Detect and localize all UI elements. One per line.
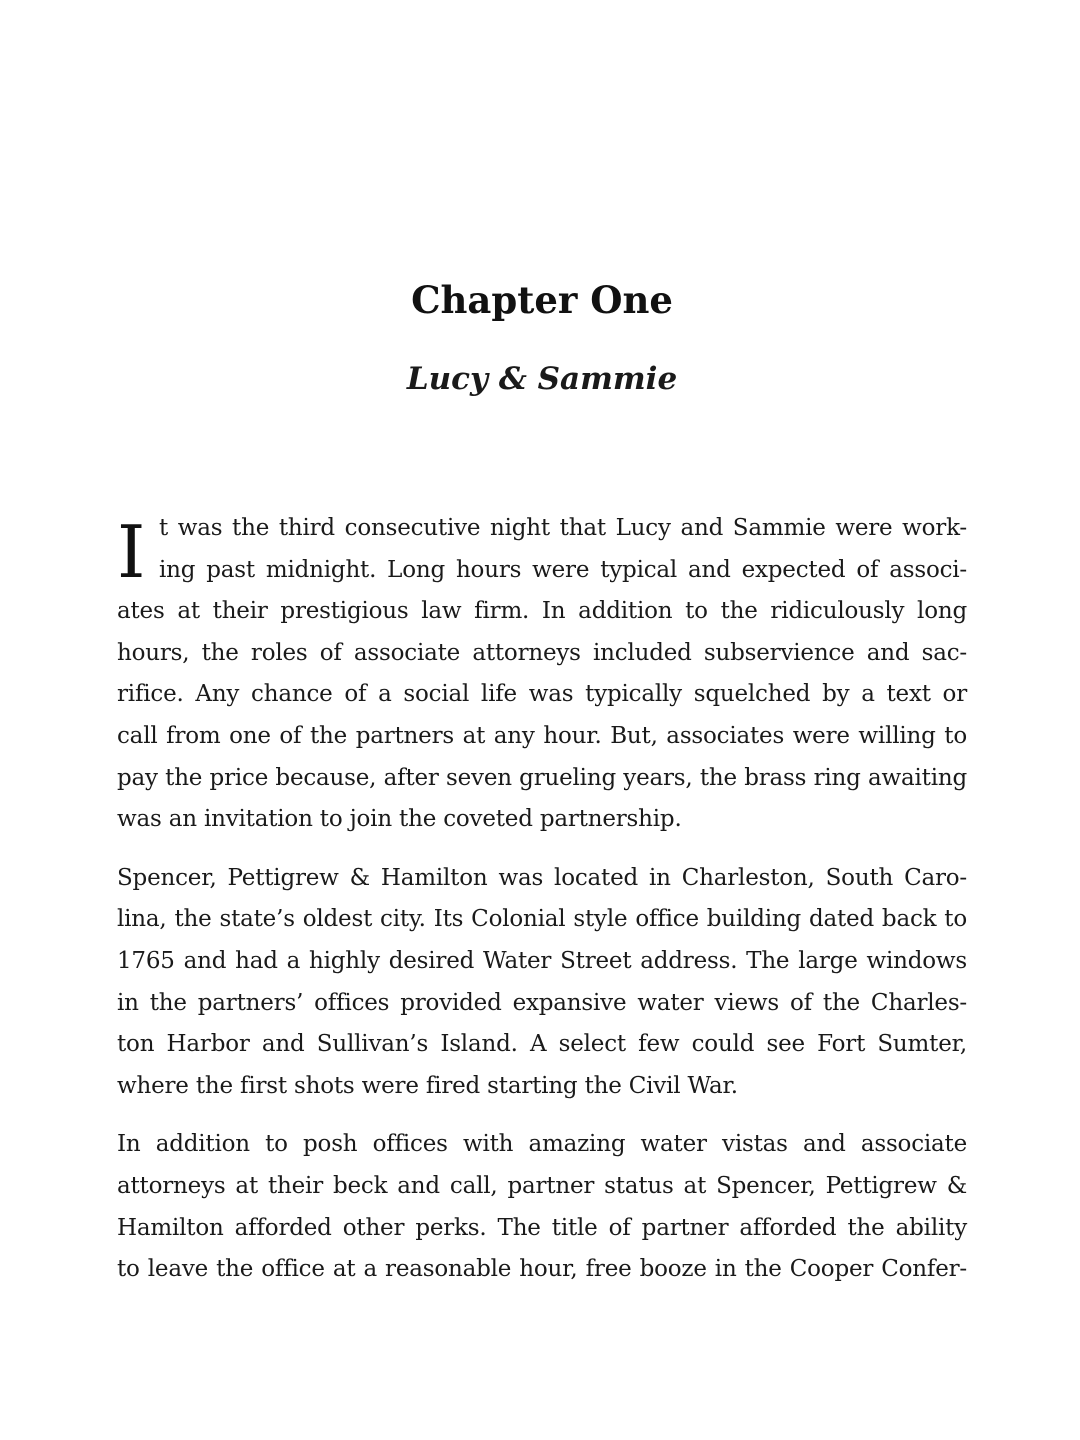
text-line: hours, the roles of associate attorneys included subservience and sac- bbox=[117, 639, 967, 666]
text-line: to leave the office at a reasonable hour, free booze in the Cooper Confer- bbox=[117, 1256, 967, 1283]
text-line: t was the third consecutive night that Lucy and Sammie were work- bbox=[159, 515, 967, 541]
text-line: ton Harbor and Sullivan’s Island. A select few could see Fort Sumter, bbox=[117, 1031, 967, 1058]
text-line: rifice. Any chance of a social life was typically squelched by a text or bbox=[117, 681, 967, 708]
text-line: lina, the state’s oldest city. Its Colonial style office building dated back to bbox=[117, 906, 967, 933]
text-line: ing past midnight. Long hours were typical and expected of associ- bbox=[159, 556, 967, 583]
paragraph-2 bbox=[117, 858, 967, 1108]
paragraph-3 bbox=[117, 1124, 967, 1290]
text-line: ates at their prestigious law firm. In addition to the ridiculously long bbox=[117, 598, 967, 625]
text-line: Hamilton afforded other perks. The title of partner afforded the ability bbox=[117, 1214, 967, 1241]
chapter-body bbox=[117, 508, 967, 1308]
chapter-title: Chapter One bbox=[411, 278, 673, 322]
text-line: pay the price because, after seven grueling years, the brass ring awaiting bbox=[117, 764, 967, 791]
text-line: 1765 and had a highly desired Water Street address. The large windows bbox=[117, 947, 967, 974]
text-line: was an invitation to join the coveted partnership. bbox=[117, 806, 682, 833]
text-line: In addition to posh offices with amazing water vistas and associate bbox=[117, 1131, 967, 1158]
chapter-subtitle: Lucy & Sammie bbox=[406, 361, 678, 397]
paragraph-1 bbox=[117, 508, 967, 841]
drop-cap: I bbox=[117, 510, 146, 594]
text-line: call from one of the partners at any hour. But, associates were willing to bbox=[117, 722, 967, 749]
text-line: attorneys at their beck and call, partner status at Spencer, Pettigrew & bbox=[117, 1172, 967, 1199]
text-line: Spencer, Pettigrew & Hamilton was located in Charleston, South Caro- bbox=[117, 864, 967, 891]
text-line: in the partners’ offices provided expansive water views of the Charles- bbox=[117, 989, 967, 1016]
text-line: where the first shots were fired starting the Civil War. bbox=[117, 1072, 738, 1099]
